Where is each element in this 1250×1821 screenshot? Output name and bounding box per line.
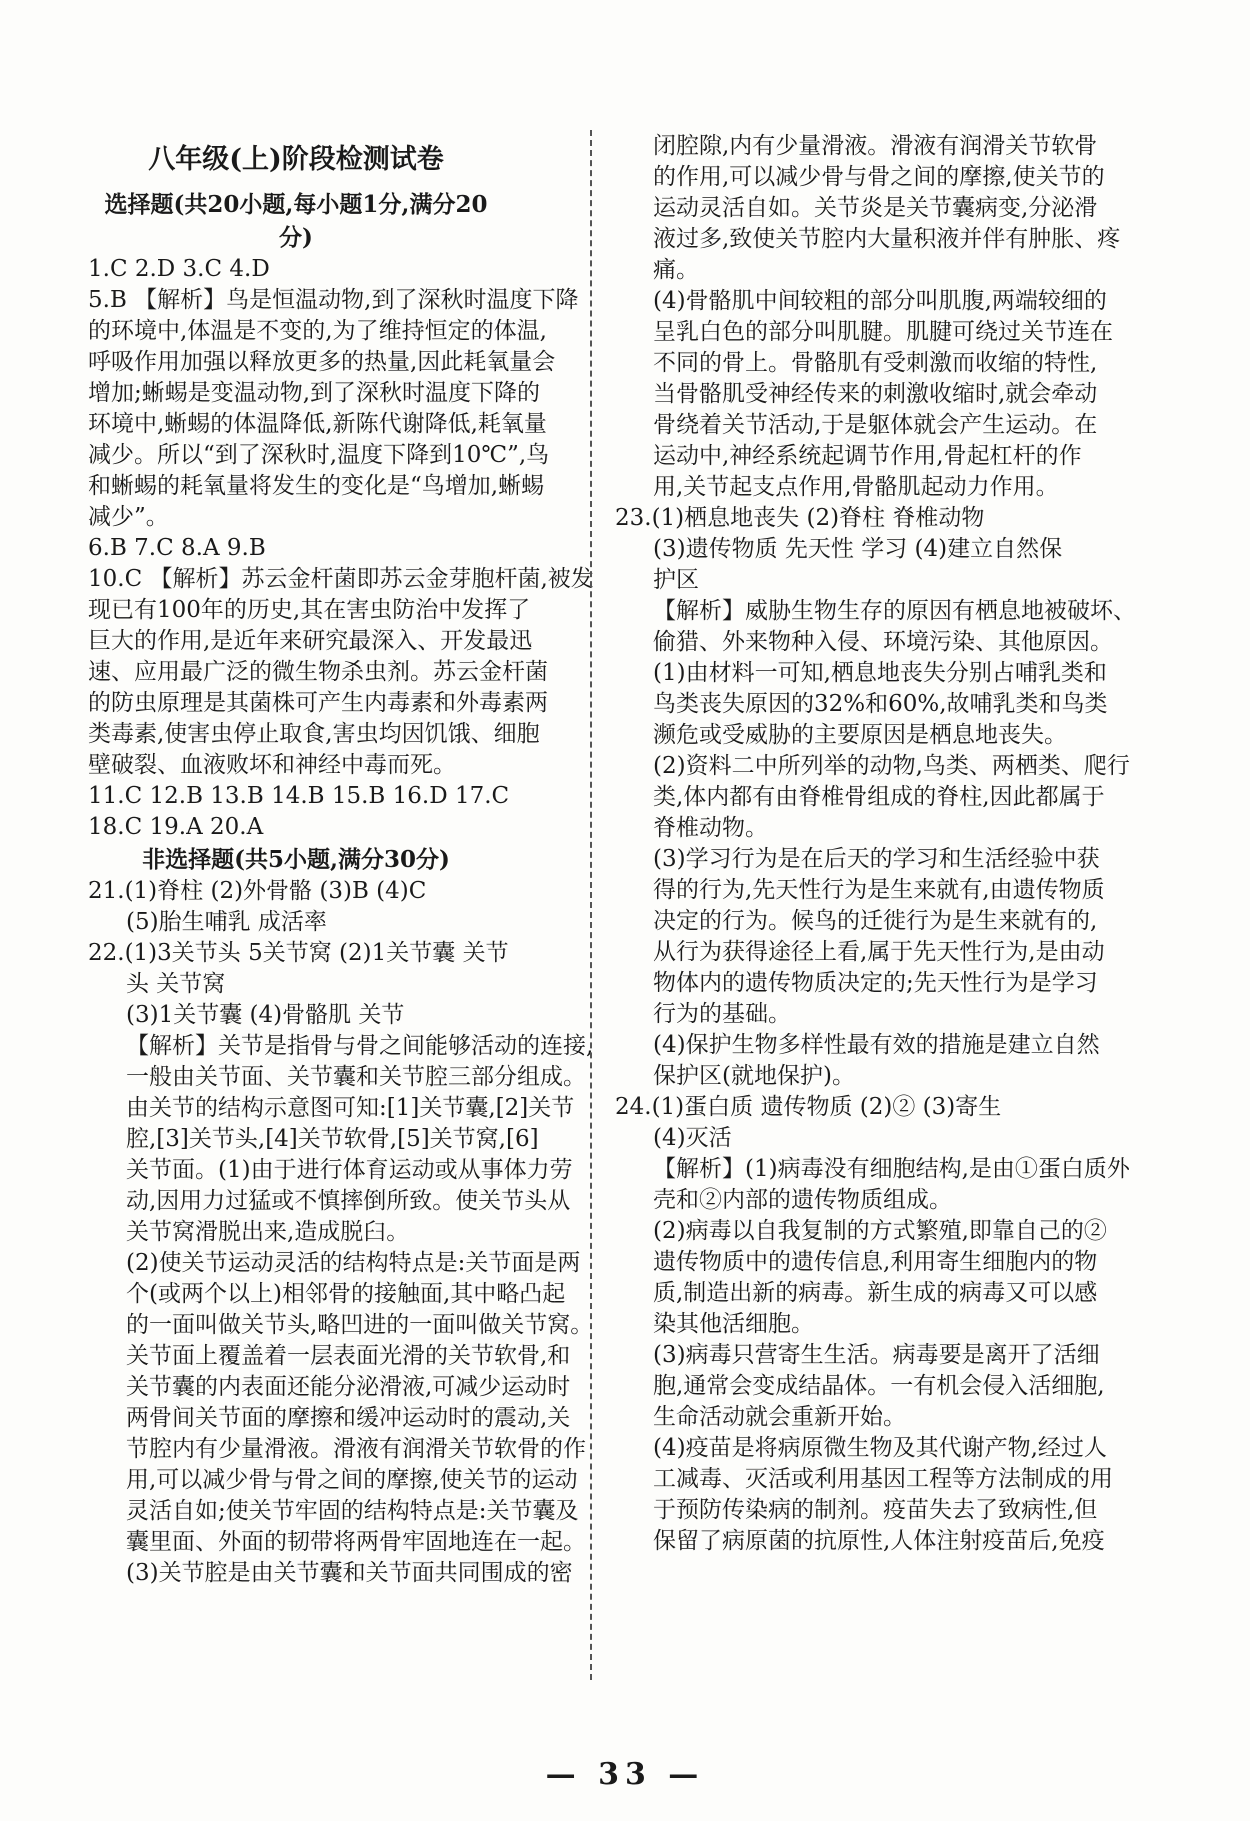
text-line: 质,制造出新的病毒。新生成的病毒又可以感	[653, 1280, 1098, 1306]
text-line: (3)学习行为是在后天的学习和生活经验中获	[653, 846, 1100, 872]
text-line: 现已有100年的历史,其在害虫防治中发挥了	[88, 597, 531, 623]
text-line: (1)由材料一可知,栖息地丧失分别占哺乳类和	[653, 660, 1107, 686]
text-line: (4)保护生物多样性最有效的措施是建立自然	[653, 1032, 1100, 1058]
text-line: 增加;蜥蜴是变温动物,到了深秋时温度下降的	[88, 380, 541, 406]
text-line: 环境中,蜥蜴的体温降低,新陈代谢降低,耗氧量	[88, 411, 547, 437]
text-line: 得的行为,先天性行为是生来就有,由遗传物质	[653, 877, 1105, 903]
text-line: 壁破裂、血液败坏和神经中毒而死。	[88, 752, 456, 778]
page-title: 八年级(上)阶段检测试卷	[148, 144, 444, 175]
text-line: 减少”。	[88, 504, 169, 530]
text-line: (4)灭活	[653, 1125, 732, 1151]
text-line: 关节面上覆盖着一层表面光滑的关节软骨,和	[126, 1343, 571, 1369]
text-line: 脊椎动物。	[653, 815, 768, 841]
text-line: 23.(1)栖息地丧失 (2)脊柱 脊椎动物	[615, 505, 985, 531]
text-line: (2)病毒以自我复制的方式繁殖,即靠自己的②	[653, 1218, 1107, 1244]
text-line: 【解析】关节是指骨与骨之间能够活动的连接,	[126, 1033, 594, 1059]
text-line: 动,因用力过猛或不慎摔倒所致。使关节头从	[126, 1188, 571, 1214]
text-line: 个(或两个以上)相邻骨的接触面,其中略凸起	[126, 1281, 566, 1307]
text-line: (4)骨骼肌中间较粗的部分叫肌腹,两端较细的	[653, 288, 1107, 314]
text-line: 骨绕着关节活动,于是躯体就会产生运动。在	[653, 412, 1098, 438]
text-line: (3)关节腔是由关节囊和关节面共同围成的密	[126, 1560, 573, 1586]
text-line: 呈乳白色的部分叫肌腱。肌腱可绕过关节连在	[653, 319, 1113, 345]
text-line: 1.C 2.D 3.C 4.D	[88, 256, 270, 282]
column-divider	[590, 130, 592, 1680]
text-line: 生命活动就会重新开始。	[653, 1404, 906, 1430]
text-line: 从行为获得途径上看,属于先天性行为,是由动	[653, 939, 1105, 965]
answer-block-choice	[88, 254, 594, 843]
text-line: 于预防传染病的制剂。疫苗失去了致病性,但	[653, 1497, 1098, 1523]
section-heading-nonchoice: 非选择题(共5小题,满分30分)	[142, 846, 450, 873]
text-line: 5.B 【解析】鸟是恒温动物,到了深秋时温度下降	[88, 287, 579, 313]
text-line: 不同的骨上。骨骼肌有受刺激而收缩的特性,	[653, 350, 1098, 376]
text-line: 用,可以减少骨与骨之间的摩擦,使关节的运动	[126, 1467, 578, 1493]
text-line: 18.C 19.A 20.A	[88, 814, 264, 840]
text-line: 灵活自如;使关节牢固的结构特点是:关节囊及	[126, 1498, 579, 1524]
answer-block-continued	[615, 131, 1136, 1557]
text-line: 遗传物质中的遗传信息,利用寄生细胞内的物	[653, 1249, 1098, 1275]
text-line: 头 关节窝	[126, 971, 226, 997]
text-line: 闭腔隙,内有少量滑液。滑液有润滑关节软骨	[653, 133, 1098, 159]
page-number: — 33 —	[545, 1757, 705, 1792]
text-line: 囊里面、外面的韧带将两骨牢固地连在一起。	[126, 1529, 586, 1555]
text-line: 关节囊的内表面还能分泌滑液,可减少运动时	[126, 1374, 571, 1400]
text-line: 类毒素,使害虫停止取食,害虫均因饥饿、细胞	[88, 721, 540, 747]
text-line: 保留了病原菌的抗原性,人体注射疫苗后,免疫	[653, 1528, 1105, 1554]
text-line: 和蜥蜴的耗氧量将发生的变化是“鸟增加,蜥蜴	[88, 473, 545, 499]
text-line: 关节面。(1)由于进行体育运动或从事体力劳	[126, 1157, 573, 1183]
text-line: 偷猎、外来物种入侵、环境污染、其他原因。	[653, 629, 1113, 655]
text-line: 当骨骼肌受神经传来的刺激收缩时,就会牵动	[653, 381, 1098, 407]
text-line: 壳和②内部的遗传物质组成。	[653, 1187, 952, 1213]
text-line: 的环境中,体温是不变的,为了维持恒定的体温,	[88, 318, 547, 344]
text-line: 的作用,可以减少骨与骨之间的摩擦,使关节的	[653, 164, 1105, 190]
text-line: 【解析】(1)病毒没有细胞结构,是由①蛋白质外	[653, 1156, 1130, 1182]
section-heading-choice: 选择题(共20小题,每小题1分,满分20分)	[104, 191, 488, 251]
text-line: 染其他活细胞。	[653, 1311, 814, 1337]
text-line: 类,体内都有由脊椎骨组成的脊柱,因此都属于	[653, 784, 1105, 810]
text-line: (3)1关节囊 (4)骨骼肌 关节	[126, 1002, 405, 1028]
text-line: 一般由关节面、关节囊和关节腔三部分组成。	[126, 1064, 586, 1090]
text-line: 保护区(就地保护)。	[653, 1063, 855, 1089]
text-line: 速、应用最广泛的微生物杀虫剂。苏云金杆菌	[88, 659, 548, 685]
text-line: 呼吸作用加强以释放更多的热量,因此耗氧量会	[88, 349, 556, 375]
text-line: (3)遗传物质 先天性 学习 (4)建立自然保	[653, 536, 1063, 562]
text-line: (2)资料二中所列举的动物,鸟类、两栖类、爬行	[653, 753, 1130, 779]
text-line: 21.(1)脊柱 (2)外骨骼 (3)B (4)C	[88, 878, 427, 904]
right-column	[615, 131, 1136, 1557]
answer-block-nonchoice	[88, 876, 594, 1589]
text-line: 痛。	[653, 257, 699, 283]
text-line: 减少。所以“到了深秋时,温度下降到10℃”,鸟	[88, 442, 550, 468]
text-line: 决定的行为。候鸟的迁徙行为是生来就有的,	[653, 908, 1098, 934]
text-line: (4)疫苗是将病原微生物及其代谢产物,经过人	[653, 1435, 1107, 1461]
text-line: 10.C 【解析】苏云金杆菌即苏云金芽胞杆菌,被发	[88, 566, 594, 592]
text-line: 的防虫原理是其菌株可产生内毒素和外毒素两	[88, 690, 548, 716]
text-line: 11.C 12.B 13.B 14.B 15.B 16.D 17.C	[88, 783, 510, 809]
text-line: 胞,通常会变成结晶体。一有机会侵入活细胞,	[653, 1373, 1105, 1399]
text-line: 24.(1)蛋白质 遗传物质 (2)② (3)寄生	[615, 1094, 1002, 1120]
text-line: 物体内的遗传物质决定的;先天性行为是学习	[653, 970, 1098, 996]
text-line: 两骨间关节面的摩擦和缓冲运动时的震动,关	[126, 1405, 571, 1431]
text-line: (3)病毒只营寄生生活。病毒要是离开了活细	[653, 1342, 1100, 1368]
text-line: 6.B 7.C 8.A 9.B	[88, 535, 266, 561]
text-line: 腔,[3]关节头,[4]关节软骨,[5]关节窝,[6]	[126, 1126, 539, 1152]
text-line: 由关节的结构示意图可知:[1]关节囊,[2]关节	[126, 1095, 575, 1121]
text-line: 22.(1)3关节头 5关节窝 (2)1关节囊 关节	[88, 940, 509, 966]
text-line: 关节窝滑脱出来,造成脱臼。	[126, 1219, 410, 1245]
text-line: 用,关节起支点作用,骨骼肌起动力作用。	[653, 474, 1059, 500]
text-line: 濒危或受威胁的主要原因是栖息地丧失。	[653, 722, 1067, 748]
text-line: 运动中,神经系统起调节作用,骨起杠杆的作	[653, 443, 1082, 469]
text-line: 工减毒、灭活或利用基因工程等方法制成的用	[653, 1466, 1113, 1492]
text-line: (2)使关节运动灵活的结构特点是:关节面是两	[126, 1250, 581, 1276]
text-line: 运动灵活自如。关节炎是关节囊病变,分泌滑	[653, 195, 1098, 221]
text-line: 巨大的作用,是近年来研究最深入、开发最迅	[88, 628, 533, 654]
text-line: 液过多,致使关节腔内大量积液并伴有肿胀、疼	[653, 226, 1121, 252]
text-line: 的一面叫做关节头,略凹进的一面叫做关节窝。	[126, 1312, 594, 1338]
left-column	[88, 128, 594, 1589]
text-line: 鸟类丧失原因的32%和60%,故哺乳类和鸟类	[653, 691, 1108, 717]
text-line: 行为的基础。	[653, 1001, 791, 1027]
text-line: 护区	[653, 567, 699, 593]
text-line: (5)胎生哺乳 成活率	[126, 909, 327, 935]
text-line: 节腔内有少量滑液。滑液有润滑关节软骨的作	[126, 1436, 586, 1462]
text-line: 【解析】威胁生物生存的原因有栖息地被破坏、	[653, 598, 1136, 624]
